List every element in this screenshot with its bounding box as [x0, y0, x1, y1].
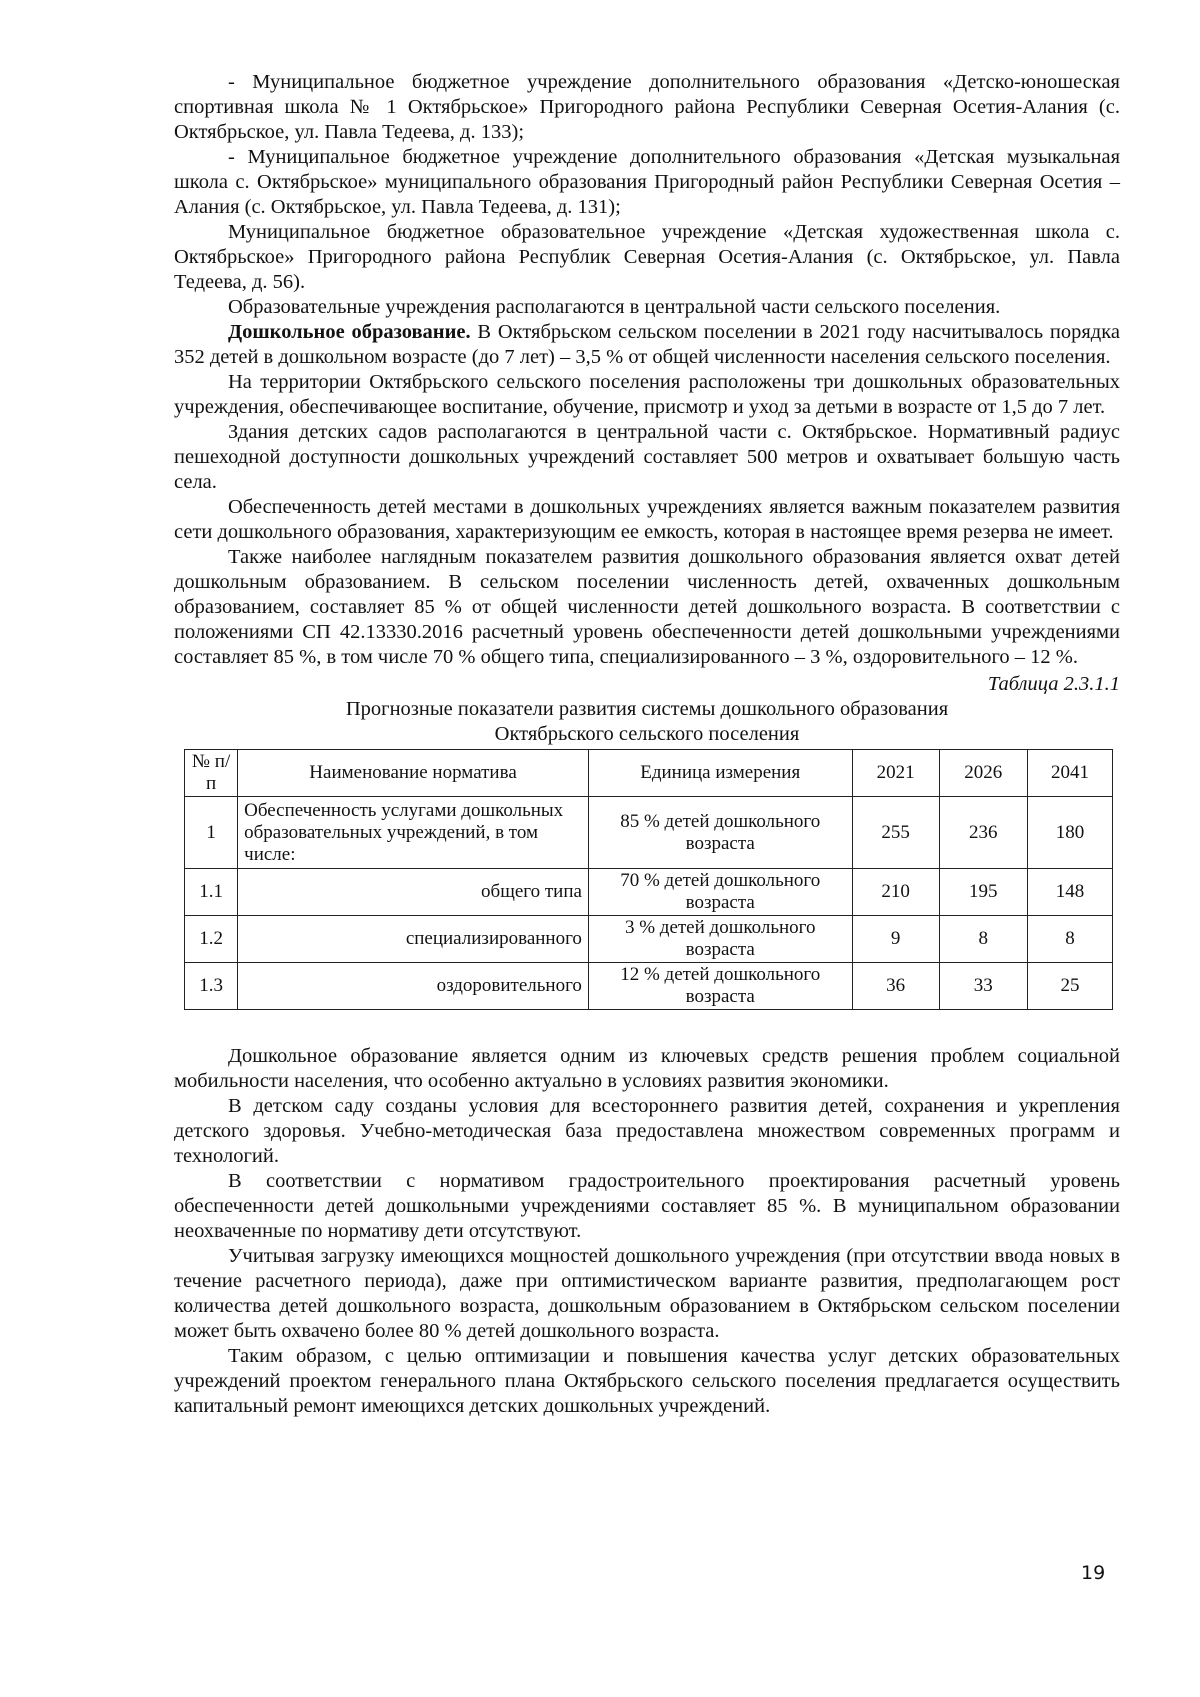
preschool-text: В Октябрьском сельском поселении в 2021 году насчитывалось порядка 352 детей в дошкольном возрасте (до 7 лет) – 3,5 % от общей численности населения сельского поселения.	[174, 321, 1120, 368]
table-row	[185, 916, 1113, 963]
table-row	[185, 963, 1113, 1010]
cell-unit: 70 % детей дошкольного возраста	[588, 869, 852, 916]
header-2021: 2021	[852, 750, 939, 797]
cell-2041: 25	[1027, 963, 1112, 1010]
page-number: 19	[1081, 1562, 1106, 1584]
paragraph-location: Образовательные учреждения располагаются в центральной части сельского поселения.	[228, 296, 1001, 318]
document-page	[174, 70, 1120, 1419]
cell-num: 1.3	[185, 963, 238, 1010]
cell-2021: 255	[852, 797, 939, 869]
cell-num: 1	[185, 797, 238, 869]
cell-2026: 236	[939, 797, 1027, 869]
cell-num: 1.1	[185, 869, 238, 916]
paragraph-normative: В соответствии с нормативом градостроительного проектирования расчетный уровень обеспеченности детей дошкольными учреждениями составляет 85 %. В муниципальном образовании неохваченные по нормативу дети отсутствуют.	[174, 1170, 1120, 1242]
paragraph-role: Дошкольное образование является одним из ключевых средств решения проблем социальной мобильности населения, что особенно актуально в условиях развития экономики.	[174, 1045, 1120, 1092]
paragraph-provision: Обеспеченность детей местами в дошкольных учреждениях является важным показателем развития сети дошкольного образования, характеризующим ее емкость, которая в настоящее время резерва не имеет.	[174, 496, 1120, 543]
paragraph-sports-school: - Муниципальное бюджетное учреждение дополнительного образования «Детско-юношеская спортивная школа № 1 Октябрьское» Пригородного района Республики Северная Осетия-Алания (с. Октябрьское, ул. Павла Тедеева, д. 133);	[174, 71, 1120, 143]
cell-2021: 36	[852, 963, 939, 1010]
paragraph-conditions: В детском саду созданы условия для всестороннего развития детей, сохранения и укрепления детского здоровья. Учебно-методическая база предоставлена множеством современных программ и технологий.	[174, 1095, 1120, 1167]
table-title-line-2: Октябрьского сельского поселения	[494, 723, 800, 745]
cell-2021: 9	[852, 916, 939, 963]
paragraph-capacity: Учитывая загрузку имеющихся мощностей дошкольного учреждения (при отсутствии ввода новых в течение расчетного периода), даже при оптимистическом варианте развития, предполагающем рост количества детей дошкольного возраста, дошкольным образованием в Октябрьском сельском поселении может быть охвачено более 80 % детей дошкольного возраста.	[174, 1245, 1120, 1342]
cell-name: общего типа	[238, 869, 589, 916]
header-num: № п/п	[185, 750, 238, 797]
cell-name: специализированного	[238, 916, 589, 963]
cell-2041: 148	[1027, 869, 1112, 916]
paragraph-conclusion: Таким образом, с целью оптимизации и повышения качества услуг детских образовательных учреждений проектом генерального плана Октябрьского сельского поселения предлагается осуществить капитальный ремонт имеющихся детских дошкольных учреждений.	[174, 1345, 1120, 1417]
cell-2041: 180	[1027, 797, 1112, 869]
table-header-row	[185, 750, 1113, 797]
header-name: Наименование норматива	[238, 750, 589, 797]
cell-2026: 33	[939, 963, 1027, 1010]
paragraph-coverage: Также наиболее наглядным показателем развития дошкольного образования является охват детей дошкольным образованием. В сельском поселении численность детей, охваченных дошкольным образованием, составляет 85 % от общей численности детей дошкольного возраста. В соответствии с положениями СП 42.13330.2016 расчетный уровень обеспеченности детей дошкольными учреждениями составляет 85 %, в том числе 70 % общего типа, специализированного – 3 %, оздоровительного – 12 %.	[174, 546, 1120, 668]
forecast-table	[184, 749, 1113, 1010]
cell-unit: 3 % детей дошкольного возраста	[588, 916, 852, 963]
cell-name: оздоровительного	[238, 963, 589, 1010]
paragraph-buildings: Здания детских садов располагаются в центральной части с. Октябрьское. Нормативный радиус пешеходной доступности дошкольных учреждений составляет 500 метров и охватывает большую часть села.	[174, 421, 1120, 493]
paragraph-music-school: - Муниципальное бюджетное учреждение дополнительного образования «Детская музыкальная школа с. Октябрьское» муниципального образования Пригородный район Республики Северная Осетия – Алания (с. Октябрьское, ул. Павла Тедеева, д. 131);	[174, 146, 1120, 218]
cell-name: Обеспеченность услугами дошкольных образовательных учреждений, в том числе:	[238, 797, 589, 869]
cell-2041: 8	[1027, 916, 1112, 963]
cell-unit: 12 % детей дошкольного возраста	[588, 963, 852, 1010]
header-2026: 2026	[939, 750, 1027, 797]
table-row	[185, 797, 1113, 869]
table-caption: Таблица 2.3.1.1	[987, 673, 1120, 695]
header-unit: Единица измерения	[588, 750, 852, 797]
paragraph-art-school: Муниципальное бюджетное образовательное учреждение «Детская художественная школа с. Октябрьское» Пригородного района Республик Северная Осетия-Алания (с. Октябрьское, ул. Павла Тедеева, д. 56).	[174, 221, 1120, 293]
paragraph-preschool-intro	[174, 320, 1120, 370]
cell-unit: 85 % детей дошкольного возраста	[588, 797, 852, 869]
table-title-line-1: Прогнозные показатели развития системы дошкольного образования	[345, 698, 949, 720]
paragraph-kindergartens: На территории Октябрьского сельского поселения расположены три дошкольных образовательных учреждения, обеспечивающее воспитание, обучение, присмотр и уход за детьми в возрасте от 1,5 до 7 лет.	[174, 371, 1120, 418]
cell-2021: 210	[852, 869, 939, 916]
table-row	[185, 869, 1113, 916]
cell-num: 1.2	[185, 916, 238, 963]
preschool-heading: Дошкольное образование.	[228, 321, 471, 343]
cell-2026: 8	[939, 916, 1027, 963]
cell-2026: 195	[939, 869, 1027, 916]
header-2041: 2041	[1027, 750, 1112, 797]
